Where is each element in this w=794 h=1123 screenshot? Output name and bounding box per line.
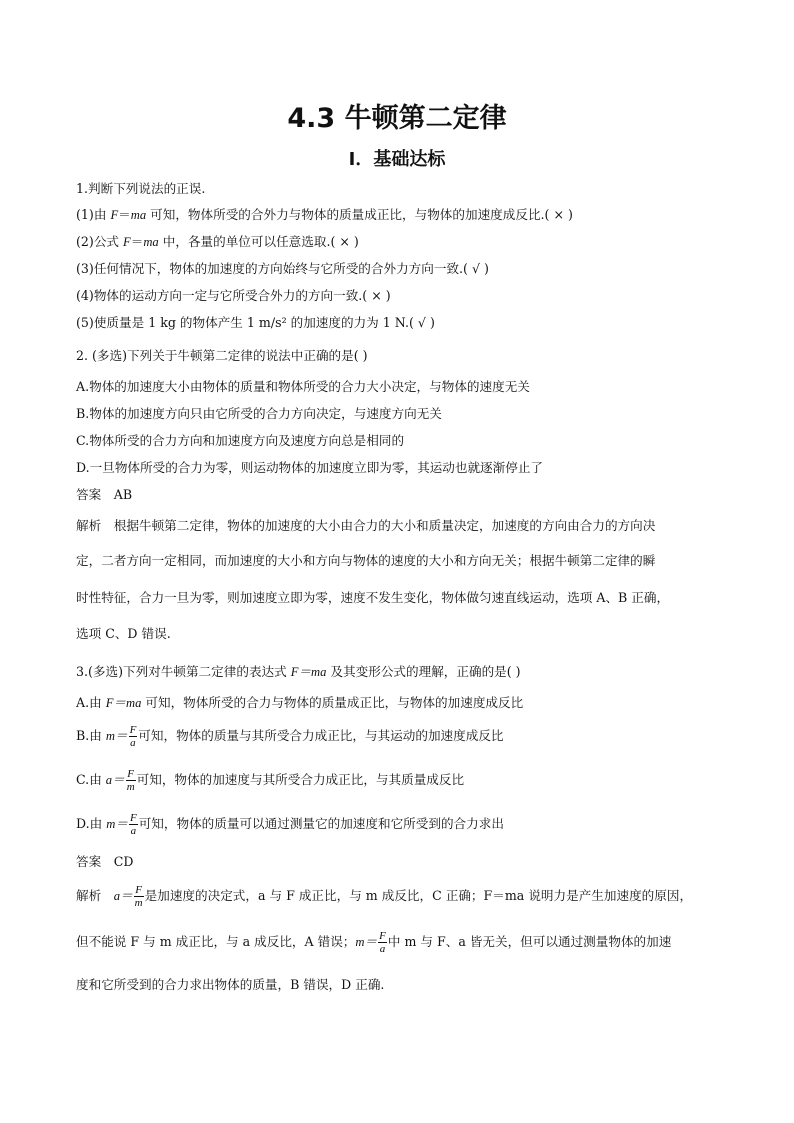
q1-stem: 1.判断下列说法的正误. [76, 181, 206, 196]
fraction-f-over-a: $\frac{F}{a}$ [379, 930, 386, 955]
q2-option-a: A.物体的加速度大小由物体的质量和物体所受的合力大小决定，与物体的速度无关 [76, 379, 530, 394]
q3-option-d: D.由 m＝ $\frac{F}{a}$ 可知，物体的质量可以通过测量它的加速度和它所受到的合力求出 [76, 812, 504, 837]
q1-item-2: (2)公式 F＝ma 中，各量的单位可以任意选取.( × ) [76, 234, 359, 249]
q3-explanation-line-3: 度和它所受到的合力求出物体的质量，B 错误，D 正确. [76, 977, 385, 992]
q2-explanation-line-3: 时性特征，合力一旦为零，则加速度立即为零，速度不发生变化，物体做匀速直线运动，选项 A、B 正确， [76, 590, 670, 605]
q2-explanation-line-2: 定，二者方向一定相同，而加速度的大小和方向与物体的速度的大小和方向无关；根据牛顿第二定律的瞬 [76, 553, 656, 568]
q2-option-c: C.物体所受的合力方向和加速度方向及速度方向总是相同的 [76, 433, 405, 448]
section-heading: Ⅰ．基础达标 [348, 149, 446, 170]
q1-item-3: (3)任何情况下，物体的加速度的方向始终与它所受的合外力方向一致.( √ ) [76, 261, 489, 276]
q2-stem: 2. (多选)下列关于牛顿第二定律的说法中正确的是( ) [76, 348, 368, 363]
q2-explanation-line-1: 解析 根据牛顿第二定律，物体的加速度的大小由合力的大小和质量决定，加速度的方向由合力的方向决 [76, 518, 656, 533]
q2-explanation-line-4: 选项 C、D 错误. [76, 626, 171, 641]
fraction-f-over-a: $\frac{F}{a}$ [129, 812, 137, 837]
q2-option-b: B.物体的加速度方向只由它所受的合力方向决定，与速度方向无关 [76, 406, 442, 421]
q3-option-b: B.由 m＝ $\frac{F}{a}$ 可知，物体的质量与其所受合力成正比，与其运动的加速度成反比 [76, 724, 504, 749]
fraction-f-over-m: $\frac{F}{m}$ [126, 768, 135, 793]
q3-option-a: A.由 F＝ma 可知，物体所受的合力与物体的质量成正比，与物体的加速度成反比 [76, 695, 524, 710]
q3-option-c: C.由 a＝ $\frac{F}{m}$ 可知，物体的加速度与其所受合力成正比，与其质量成反比 [76, 768, 465, 793]
q3-explanation-line-1: 解析 a＝ $\frac{F}{m}$ 是加速度的决定式，a 与 F 成正比，与 m 成反比，C 正确；F＝ma 说明力是产生加速度的原因， [76, 884, 693, 909]
q1-item-1: (1)由 F＝ma 可知，物体所受的合外力与物体的质量成正比，与物体的加速度成反比.( × ) [76, 207, 573, 222]
page-title: 4.3 牛顿第二定律 [287, 103, 507, 134]
q2-option-d: D.一旦物体所受的合力为零，则运动物体的加速度立即为零，其运动也就逐渐停止了 [76, 460, 544, 475]
q3-stem: 3.(多选)下列对牛顿第二定律的表达式 F＝ma 及其变形公式的理解，正确的是( ) [76, 664, 521, 679]
fraction-f-over-a: $\frac{F}{a}$ [129, 724, 137, 749]
q3-answer: 答案 CD [76, 854, 134, 869]
q1-item-4: (4)物体的运动方向一定与它所受合外力的方向一致.( × ) [76, 288, 391, 303]
q2-answer: 答案 AB [76, 487, 133, 502]
q3-explanation-line-2: 但不能说 F 与 m 成正比，与 a 成反比，A 错误；m＝ $\frac{F}{a}$ 中 m 与 F、a 皆无关，但可以通过测量物体的加速 [76, 930, 672, 955]
q1-item-5: (5)使质量是 1 kg 的物体产生 1 m/s² 的加速度的力为 1 N.( √ ) [76, 315, 435, 330]
fraction-f-over-m: $\frac{F}{m}$ [134, 884, 143, 909]
